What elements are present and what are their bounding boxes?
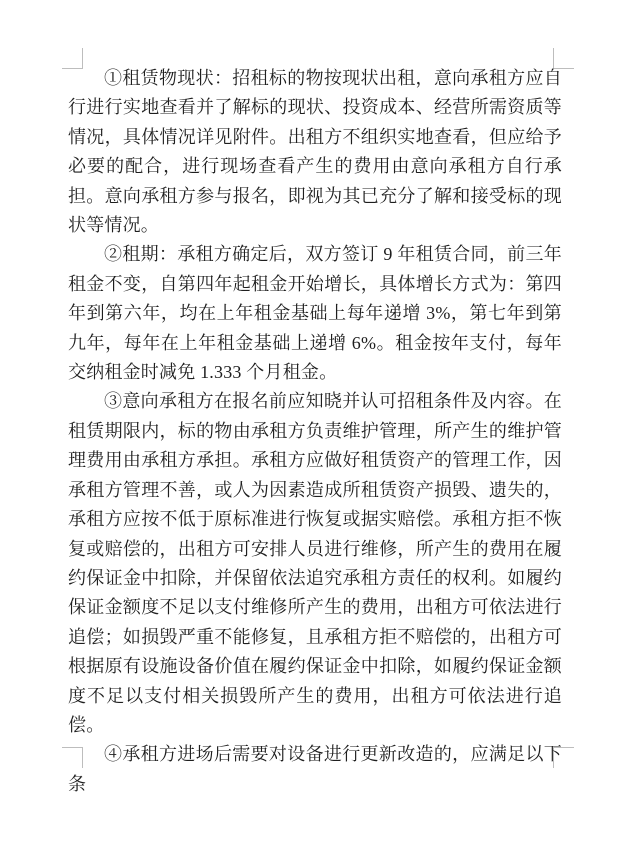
- paragraph-clause-4: ④承租方进场后需要对设备进行更新改造的，应满足以下条: [68, 744, 562, 794]
- document-body: [68, 64, 562, 799]
- paragraph-clause-1: ①租赁物现状：招租标的物按现状出租，意向承租方应自行进行实地查看并了解标的现状、投资成本、经营所需资质等情况，具体情况详见附件。出租方不组织实地查看，但应给予必要的配合，进行现场查看产生的费用由意向承租方自行承担。意向承租方参与报名，即视为其已充分了解和接受标的现状等情况。: [68, 68, 562, 236]
- paragraph-clause-2: ②租期：承租方确定后，双方签订 9 年租赁合同，前三年租金不变，自第四年起租金开始增长，具体增长方式为：第四年到第六年，均在上年租金基础上每年递增 3%，第七年到第九年，每年在上年租金基础上递增 6%。租金按年支付，每年交纳租金时减免 1.333 个月租金。: [68, 244, 562, 383]
- paragraph-clause-3: ③意向承租方在报名前应知晓并认可招租条件及内容。在租赁期限内，标的物由承租方负责维护管理，所产生的维护管理费用由承租方承担。承租方应做好租赁资产的管理工作，因承租方管理不善，或人为因素造成所租赁资产损毁、遗失的，承租方应按不低于原标准进行恢复或据实赔偿。承租方拒不恢复或赔偿的，出租方可安排人员进行维修，所产生的费用在履约保证金中扣除，并保留依法追究承租方责任的权利。如履约保证金额度不足以支付维修所产生的费用，出租方可依法进行追偿；如损毁严重不能修复，且承租方拒不赔偿的，出租方可根据原有设施设备价值在履约保证金中扣除，如履约保证金额度不足以支付相关损毁所产生的费用，出租方可依法进行追偿。: [68, 391, 562, 735]
